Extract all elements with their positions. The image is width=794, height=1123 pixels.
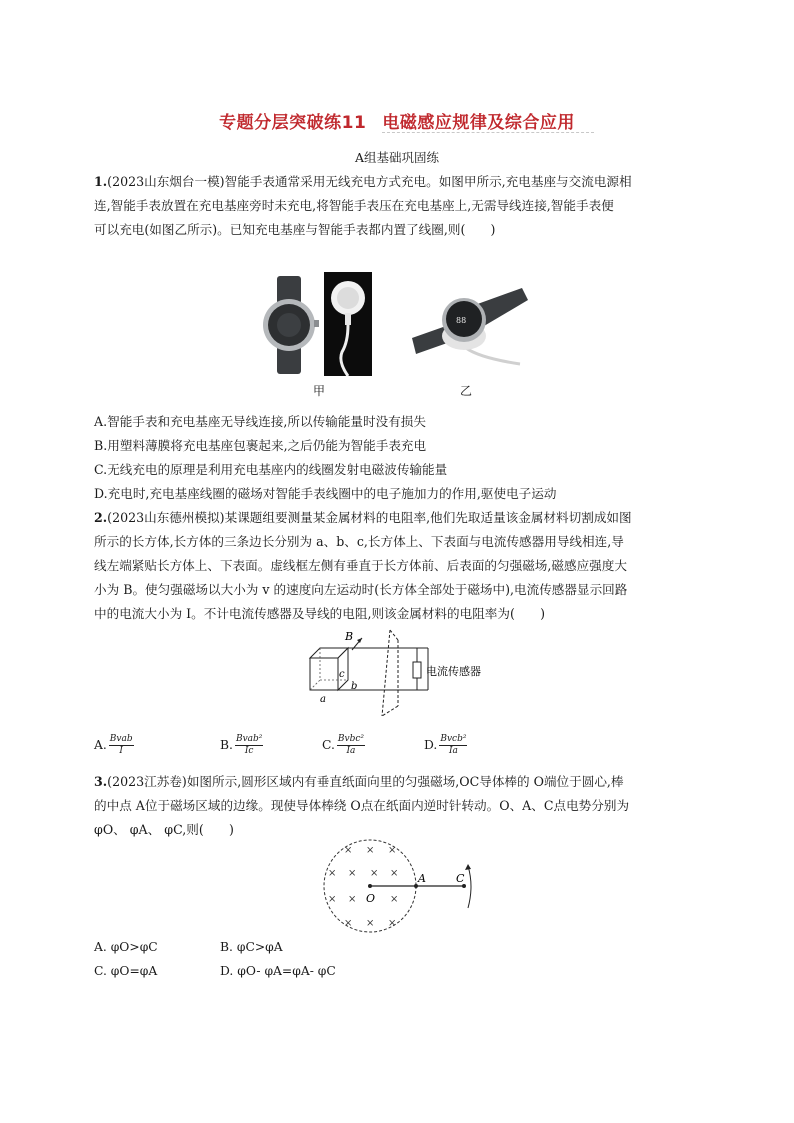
- field-boundary: [382, 706, 398, 716]
- field-boundary: [382, 630, 390, 716]
- q3-option-b: B. φC>φA: [220, 940, 283, 954]
- q2-figure: [300, 628, 510, 720]
- q2-line-5: 中的电流大小为 I。不计电流传感器及导线的电阻,则该金属材料的电阻率为( ): [94, 606, 545, 621]
- title-underline: [382, 132, 594, 133]
- cross-mark: ×: [390, 894, 399, 905]
- q1-line-1: 1.(2023山东烟台一模)智能手表通常采用无线充电方式充电。如图甲所示,充电基座与交流电源相: [94, 174, 632, 189]
- q1-stem: [94, 170, 706, 242]
- cross-mark: ×: [348, 868, 357, 879]
- q2-number: 2.: [94, 510, 108, 525]
- cross-mark: ×: [328, 894, 337, 905]
- q3-figure: [318, 838, 478, 934]
- rotation-arc: [468, 866, 471, 908]
- q1-option-a: A.智能手表和充电基座无导线连接,所以传输能量时没有损失: [94, 414, 426, 429]
- cross-mark: ×: [344, 918, 353, 929]
- charger-neck: [345, 313, 351, 325]
- cross-mark: ×: [328, 868, 337, 879]
- cross-mark: ×: [348, 894, 357, 905]
- rotation-arrowhead: [465, 864, 471, 870]
- cross-mark: ×: [366, 918, 375, 929]
- title-part1: 专题分层突破练11: [219, 113, 367, 133]
- cross-marks: [328, 845, 398, 929]
- cross-mark: ×: [370, 868, 379, 879]
- q2-option-c: C. $\frac{\text{Bvbc²}}{Ia}$: [322, 734, 364, 756]
- label-C: C: [456, 872, 465, 885]
- q1-option-d: D.充电时,充电基座线圈的磁场对智能手表线圈中的电子施加力的作用,驱使电子运动: [94, 486, 557, 501]
- watch-display-text: 88: [456, 316, 467, 325]
- sensor-label: 电流传感器: [426, 665, 481, 678]
- q1-number: 1.: [94, 174, 108, 189]
- current-sensor: [413, 662, 421, 678]
- cross-mark: ×: [366, 845, 375, 856]
- watch-crown: [314, 320, 319, 327]
- q2-option-d: D. $\frac{\text{Bvcb²}}{Ia}$: [424, 734, 467, 756]
- q2-option-b: B. $\frac{\text{Bvab²}}{Ic}$: [220, 734, 263, 756]
- q1-options: [94, 410, 706, 506]
- label-B: B: [345, 630, 354, 643]
- label-A: A: [418, 872, 426, 885]
- cross-mark: ×: [344, 845, 353, 856]
- title-part2: 电磁感应规律及综合应用: [382, 113, 575, 133]
- q3-line-3: φO、 φA、 φC,则( ): [94, 822, 234, 837]
- q3-option-a: A. φO>φC: [94, 940, 158, 954]
- q3-stem: [94, 770, 706, 842]
- point-O: [368, 884, 372, 888]
- q1-figure-yi: [410, 278, 530, 372]
- page-title: [0, 108, 794, 133]
- q1-line-3: 可以充电(如图乙所示)。已知充电基座与智能手表都内置了线圈,则( ): [94, 222, 496, 237]
- cross-mark: ×: [388, 845, 397, 856]
- q3-option-c: C. φO=φA: [94, 964, 158, 978]
- q2-stem: [94, 506, 706, 626]
- label-c: c: [339, 669, 345, 680]
- q1-option-c: C.无线充电的原理是利用充电基座内的线圈发射电磁波传输能量: [94, 462, 448, 477]
- q1-figure-jia: [262, 272, 374, 376]
- q2-option-a: A. $\frac{\text{Bvab}}{I}$: [94, 734, 133, 756]
- label-O: O: [366, 892, 376, 905]
- cuboid-front: [310, 658, 338, 690]
- q3-option-d: D. φO- φA=φA- φC: [220, 964, 336, 978]
- q2-line-2: 所示的长方体,长方体的三条边长分别为 a、b、c,长方体上、下表面与电流传感器用导线相连,导: [94, 534, 624, 549]
- field-boundary: [390, 630, 398, 640]
- label-b: b: [351, 681, 358, 692]
- q3-line-1: 3.(2023江苏卷)如图所示,圆形区域内有垂直纸面向里的匀强磁场,OC导体棒的 O端位于圆心,棒: [94, 774, 624, 789]
- charger-pad: [337, 287, 359, 309]
- q3-line-2: 的中点 A位于磁场区域的边缘。现使导体棒绕 O点在纸面内逆时针转动。O、A、C点电势分别为: [94, 798, 630, 813]
- group-heading: A组基础巩固练: [354, 150, 440, 165]
- q1-option-b: B.用塑料薄膜将充电基座包裹起来,之后仍能为智能手表充电: [94, 438, 427, 453]
- q2-line-1: 2.(2023山东德州模拟)某课题组要测量某金属材料的电阻率,他们先取适量该金属材料切割成如图: [94, 510, 632, 525]
- b-field-arrowhead: [357, 638, 362, 643]
- charger-cable: [466, 348, 520, 364]
- cross-mark: ×: [388, 918, 397, 929]
- q2-line-3: 线左端紧贴长方体上、下表面。虚线框左侧有垂直于长方体前、后表面的匀强磁场,磁感应强度大: [94, 558, 627, 573]
- label-a: a: [320, 694, 326, 705]
- q1-line-2: 连,智能手表放置在充电基座旁时未充电,将智能手表压在充电基座上,无需导线连接,智能手表便: [94, 198, 614, 213]
- fig-label-yi: 乙: [460, 384, 473, 398]
- q3-number: 3.: [94, 774, 108, 789]
- fig-label-jia: 甲: [313, 384, 326, 398]
- cross-mark: ×: [390, 868, 399, 879]
- watch-face-inner: [277, 313, 301, 337]
- q2-line-4: 小为 B。使匀强磁场以大小为 v 的速度向左运动时(长方体全部处于磁场中),电流传感器显示回路: [94, 582, 628, 597]
